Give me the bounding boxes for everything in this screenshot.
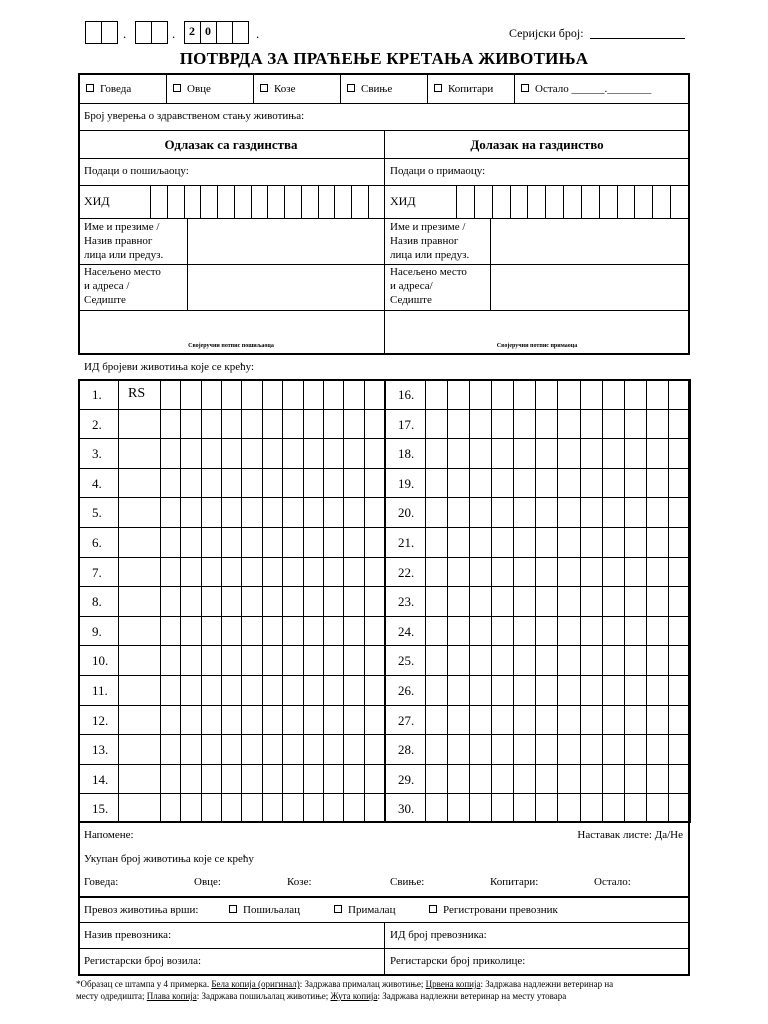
- left-row-number: 15.: [92, 801, 109, 817]
- receiver-hid-cell[interactable]: [457, 186, 473, 217]
- left-row-number: 4.: [92, 475, 102, 491]
- serial-number-field[interactable]: [590, 38, 685, 39]
- left-row-number: 3.: [92, 446, 102, 462]
- sender-hid-cell[interactable]: [201, 186, 216, 217]
- right-row-number: 18.: [398, 446, 415, 462]
- carrier-id-label: ИД број превозника:: [390, 929, 487, 941]
- checkbox-icon[interactable]: [229, 905, 237, 913]
- sender-hid-cell[interactable]: [185, 186, 200, 217]
- receiver-hid-cell[interactable]: [528, 186, 544, 217]
- right-animal-id-field[interactable]: [426, 469, 689, 497]
- left-animal-id-field[interactable]: [119, 587, 383, 615]
- left-animal-id-field[interactable]: [119, 676, 383, 704]
- left-animal-id-field[interactable]: [119, 617, 383, 645]
- right-animal-id-field[interactable]: [426, 676, 689, 704]
- sender-hid-cell[interactable]: [335, 186, 350, 217]
- page-title: ПОТВРДА ЗА ПРАЋЕЊЕ КРЕТАЊА ЖИВОТИЊА: [179, 49, 589, 68]
- total-cattle-label: Говеда:: [84, 876, 119, 888]
- left-animal-id-field[interactable]: [119, 794, 383, 822]
- checkbox-icon[interactable]: [429, 905, 437, 913]
- right-animal-id-field[interactable]: [426, 439, 689, 467]
- sender-name-label: Име и презиме / Назив правног лица или предуз.: [84, 221, 164, 261]
- left-row-number: 9.: [92, 623, 102, 639]
- sender-hid-cell[interactable]: [352, 186, 367, 217]
- notes-label: Напомене:: [84, 829, 134, 841]
- total-animals-label: Укупан број животиња које се крећу: [84, 853, 254, 865]
- checkbox-icon[interactable]: [521, 84, 529, 92]
- right-row-number: 28.: [398, 742, 415, 758]
- right-row-number: 21.: [398, 535, 415, 550]
- total-equines-label: Копитари:: [490, 876, 539, 888]
- receiver-hid-label: ХИД: [390, 194, 416, 208]
- date-year-box-4[interactable]: [232, 21, 249, 44]
- right-animal-id-field[interactable]: [426, 794, 689, 822]
- right-animal-id-field[interactable]: [426, 380, 689, 408]
- health-certificate-label: Број уверења о здравственом стању животиња:: [84, 110, 305, 122]
- receiver-address-field[interactable]: [491, 265, 689, 309]
- receiver-hid-cell[interactable]: [600, 186, 616, 217]
- species-equines-option[interactable]: Копитари: [434, 83, 493, 95]
- receiver-hid-cell[interactable]: [546, 186, 562, 217]
- date-day-box-2[interactable]: [101, 21, 118, 44]
- receiver-data-label: Подаци о примаоцу:: [390, 165, 486, 177]
- right-row-number: 29.: [398, 771, 415, 787]
- receiver-signature-field[interactable]: [386, 311, 688, 341]
- transport-carrier-option[interactable]: Регистровани превозник: [429, 904, 558, 916]
- sender-hid-cell[interactable]: [268, 186, 283, 217]
- left-row-number: 11.: [92, 683, 108, 698]
- left-animal-id-field[interactable]: [119, 380, 383, 408]
- right-row-number: 23.: [398, 594, 415, 610]
- right-animal-id-field[interactable]: [426, 646, 689, 674]
- left-animal-id-field[interactable]: [119, 469, 383, 497]
- right-row-number: 20.: [398, 505, 415, 521]
- transport-label: Превоз животиња врши:: [84, 904, 199, 916]
- left-animal-id-field[interactable]: [119, 528, 383, 556]
- checkbox-icon[interactable]: [334, 905, 342, 913]
- receiver-hid-cell[interactable]: [493, 186, 509, 217]
- left-row-number: 6.: [92, 535, 102, 550]
- right-animal-id-field[interactable]: [426, 706, 689, 734]
- animal-ids-label: ИД бројеви животиња које се крећу:: [84, 361, 255, 373]
- right-animal-id-field[interactable]: [426, 498, 689, 526]
- total-goats-label: Козе:: [287, 876, 312, 888]
- serial-number-label: Серијски број:: [509, 26, 584, 40]
- species-goats-option[interactable]: Козе: [260, 83, 296, 95]
- left-row-number: 12.: [92, 712, 109, 728]
- continuation-label[interactable]: Наставак листе: Да/Не: [577, 829, 683, 841]
- sender-hid-cell[interactable]: [235, 186, 250, 217]
- checkbox-icon[interactable]: [434, 84, 442, 92]
- species-cattle-option[interactable]: Говеда: [86, 83, 131, 95]
- left-row-number: 7.: [92, 564, 102, 580]
- right-row-number: 26.: [398, 683, 415, 698]
- date-month-box-2[interactable]: [151, 21, 168, 44]
- left-row-number: 2.: [92, 416, 102, 432]
- receiver-hid-cell[interactable]: [475, 186, 491, 217]
- receiver-name-field[interactable]: [491, 219, 689, 263]
- date-year-digit: 0: [205, 24, 211, 38]
- transport-receiver-option[interactable]: Прималац: [334, 904, 395, 916]
- left-animal-id-field[interactable]: [119, 765, 383, 793]
- receiver-hid-cell[interactable]: [635, 186, 651, 217]
- right-animal-id-field[interactable]: [426, 528, 689, 556]
- species-other-option[interactable]: Остало ______.________: [521, 83, 651, 95]
- sender-signature-field[interactable]: [80, 311, 383, 341]
- transport-sender-option[interactable]: Пошиљалац: [229, 904, 300, 916]
- carrier-name-label: Назив превозника:: [84, 929, 172, 941]
- date-year-box-3[interactable]: [216, 21, 233, 44]
- right-animal-id-field[interactable]: [426, 558, 689, 586]
- right-animal-id-field[interactable]: [426, 765, 689, 793]
- total-sheep-label: Овце:: [194, 876, 221, 888]
- receiver-hid-cell[interactable]: [564, 186, 580, 217]
- right-animal-id-field[interactable]: [426, 735, 689, 763]
- sender-name-field[interactable]: [188, 219, 383, 263]
- left-row-number: 1.: [92, 387, 102, 402]
- date-dot: .: [172, 26, 176, 41]
- receiver-name-label: Име и презиме / Назив правног лица или предуз.: [390, 221, 470, 261]
- country-code-rs: RS: [128, 386, 146, 401]
- departure-header: Одлазак са газдинства: [164, 137, 298, 152]
- sender-hid-label: ХИД: [84, 194, 110, 208]
- left-animal-id-field[interactable]: [119, 735, 383, 763]
- left-animal-id-field[interactable]: [119, 410, 383, 438]
- trailer-registration-label: Регистарски број приколице:: [390, 955, 526, 967]
- left-animal-id-field[interactable]: [119, 439, 383, 467]
- sender-hid-cell[interactable]: [151, 186, 166, 217]
- date-dot: .: [123, 26, 127, 41]
- arrival-header: Долазак на газдинство: [470, 137, 604, 152]
- footnote: *Образац се штампа у 4 примерка. Бела копија (оригинал): Задржава прималац животиње; Црвена копија: Задржава надлежни ветеринар на месту одредишта; Плава копија: Задржава пошиљалац животиње; Жута копија: Задржава надлежни ветеринар на месту утовара: [76, 979, 614, 1001]
- sender-hid-cell[interactable]: [168, 186, 183, 217]
- checkbox-icon[interactable]: [86, 84, 94, 92]
- left-animal-id-field[interactable]: [119, 558, 383, 586]
- sender-hid-cell[interactable]: [252, 186, 267, 217]
- receiver-hid-cell[interactable]: [653, 186, 669, 217]
- right-animal-id-field[interactable]: [426, 410, 689, 438]
- receiver-hid-cell[interactable]: [582, 186, 598, 217]
- right-row-number: 25.: [398, 653, 415, 669]
- sender-hid-cell[interactable]: [285, 186, 300, 217]
- sender-hid-cell[interactable]: [302, 186, 317, 217]
- sender-signature-label: Својеручни потпис пошиљаоца: [188, 343, 274, 349]
- left-row-number: 8.: [92, 594, 102, 610]
- right-animal-id-field[interactable]: [426, 587, 689, 615]
- receiver-address-label: Насељено место и адреса/ Седиште: [390, 266, 467, 306]
- sender-address-field[interactable]: [188, 265, 383, 309]
- date-dot: .: [256, 26, 260, 41]
- total-pigs-label: Свиње:: [390, 876, 425, 888]
- right-row-number: 19.: [398, 475, 415, 491]
- receiver-hid-cell[interactable]: [511, 186, 527, 217]
- species-pigs-option[interactable]: Свиње: [347, 83, 392, 95]
- date-month-box-1[interactable]: [135, 21, 152, 44]
- receiver-hid-cell[interactable]: [618, 186, 634, 217]
- sender-hid-cell[interactable]: [218, 186, 233, 217]
- checkbox-icon[interactable]: [173, 84, 181, 92]
- checkbox-icon[interactable]: [347, 84, 355, 92]
- right-row-number: 24.: [398, 623, 415, 639]
- left-animal-id-field[interactable]: [119, 646, 383, 674]
- date-day-box-1[interactable]: [85, 21, 102, 44]
- right-row-number: 16.: [398, 387, 415, 402]
- left-row-number: 13.: [92, 742, 109, 758]
- right-row-number: 30.: [398, 801, 415, 817]
- right-row-number: 22.: [398, 564, 415, 580]
- receiver-hid-cell[interactable]: [671, 186, 687, 217]
- sender-address-label: Насељено место и адреса / Седиште: [84, 266, 161, 306]
- left-row-number: 5.: [92, 505, 102, 521]
- species-sheep-option[interactable]: Овце: [173, 83, 211, 95]
- total-other-label: Остало:: [594, 876, 631, 888]
- left-row-number: 14.: [92, 771, 109, 787]
- left-animal-id-field[interactable]: [119, 498, 383, 526]
- receiver-signature-label: Својеручни потпис примаоца: [496, 343, 578, 349]
- right-row-number: 17.: [398, 416, 415, 432]
- sender-data-label: Подаци о пошиљаоцу:: [84, 165, 189, 177]
- vehicle-registration-label: Регистарски број возила:: [84, 955, 202, 967]
- right-row-number: 27.: [398, 712, 415, 728]
- left-animal-id-field[interactable]: [119, 706, 383, 734]
- sender-hid-cell[interactable]: [319, 186, 334, 217]
- right-animal-id-field[interactable]: [426, 617, 689, 645]
- checkbox-icon[interactable]: [260, 84, 268, 92]
- date-year-digit: 2: [189, 24, 195, 38]
- left-row-number: 10.: [92, 653, 109, 669]
